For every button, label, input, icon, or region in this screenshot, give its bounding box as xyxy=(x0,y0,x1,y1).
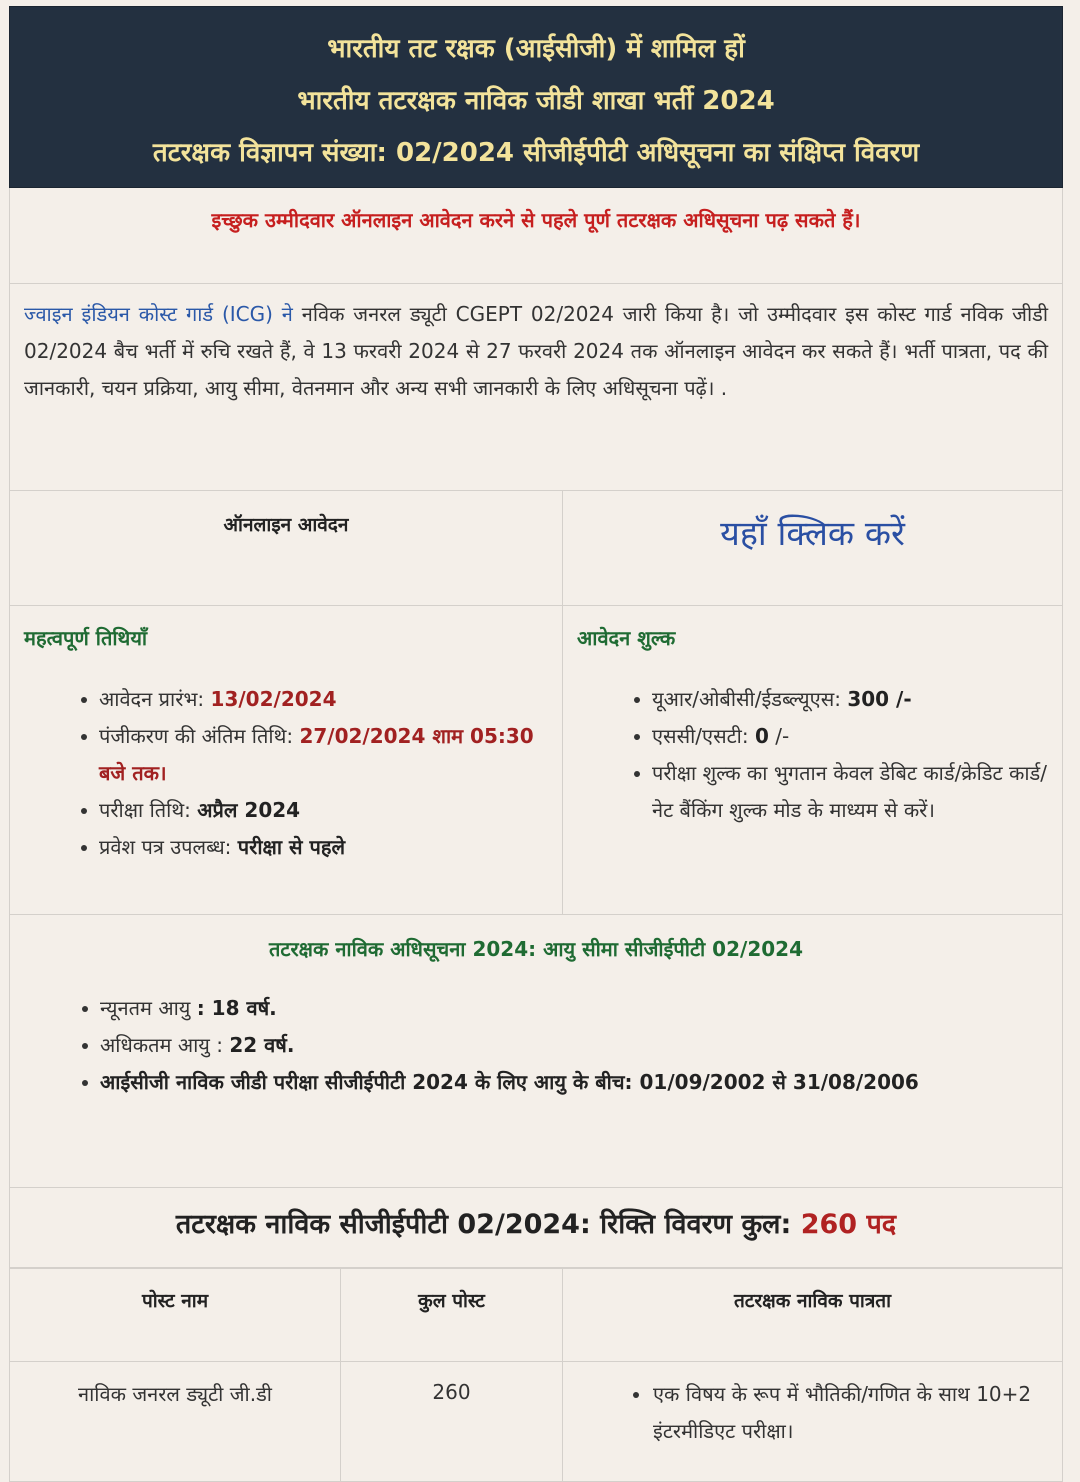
date-value: परीक्षा से पहले xyxy=(237,835,346,859)
dates-fees-row xyxy=(9,606,1063,915)
fee-suffix: /- xyxy=(768,724,790,748)
header-title: भारतीय तट रक्षक (आईसीजी) में शामिल हों xyxy=(327,34,745,64)
list-item xyxy=(10,1027,1062,1064)
list-item xyxy=(577,755,1048,829)
apply-online-label: ऑनलाइन आवेदन xyxy=(10,491,563,605)
table-header-row xyxy=(9,1268,1063,1362)
date-label: परीक्षा तिथि: xyxy=(99,798,198,822)
important-dates-list xyxy=(24,681,548,866)
date-value: अप्रैल 2024 xyxy=(197,798,301,822)
icg-link[interactable]: ज्वाइन इंडियन कोस्ट गार्ड (ICG) ने xyxy=(24,302,293,326)
page-header xyxy=(9,6,1063,188)
list-item xyxy=(10,990,1062,1027)
application-fee-list xyxy=(577,681,1048,829)
list-item xyxy=(577,718,1048,755)
important-dates-section xyxy=(10,606,563,914)
application-fee-section xyxy=(563,606,1062,914)
fee-label: यूआर/ओबीसी/ईडब्ल्यूएस: xyxy=(652,687,848,711)
header-subtitle: भारतीय तटरक्षक नाविक जीडी शाखा भर्ती 2024 xyxy=(297,86,775,116)
max-age-value: 22 वर्ष. xyxy=(229,1033,295,1057)
post-count-cell: 260 xyxy=(341,1362,563,1481)
table-row xyxy=(9,1362,1063,1482)
max-age-label: अधिकतम आयु : xyxy=(100,1033,230,1057)
fee-label: एससी/एसटी: xyxy=(652,724,755,748)
age-range: आईसीजी नाविक जीडी परीक्षा सीजीईपीटी 2024 के लिए आयु के बीच: 01/09/2002 से 31/08/2006 xyxy=(100,1070,919,1094)
vacancy-title xyxy=(9,1188,1063,1268)
fee-value: 300 /- xyxy=(847,687,912,711)
intro-paragraph xyxy=(9,284,1063,491)
header-advert-number: तटरक्षक विज्ञापन संख्या: 02/2024 सीजीईपीटी अधिसूचना का संक्षिप्त विवरण xyxy=(152,138,920,168)
application-fee-heading: आवेदन शुल्क xyxy=(577,626,676,650)
column-header-total-posts: कुल पोस्ट xyxy=(341,1269,563,1361)
list-item xyxy=(24,829,548,866)
list-item xyxy=(24,792,548,829)
eligibility-cell xyxy=(563,1362,1062,1481)
fee-value: 0 xyxy=(754,724,769,748)
fee-payment-note: परीक्षा शुल्क का भुगतान केवल डेबिट कार्ड/क्रेडिट कार्ड/नेट बैंकिंग शुल्क मोड के माध्यम से करें। xyxy=(652,761,1047,822)
list-item xyxy=(24,718,548,792)
intro-text: नविक जनरल ड्यूटी CGEPT 02/2024 जारी किया है। जो उम्मीदवार इस कोस्ट गार्ड नविक जीडी 02/2024 बैच भर्ती में रुचि रखते हैं, वे 13 फरवरी 2024 से 27 फरवरी 2024 तक ऑनलाइन आवेदन कर सकते हैं। भर्ती पात्रता, पद की जानकारी, चयन प्रक्रिया, आयु सीमा, वेतनमान और अन्य सभी जानकारी के लिए अधिसूचना पढ़ें। . xyxy=(24,302,1048,400)
min-age-value: : 18 वर्ष. xyxy=(196,996,277,1020)
age-limit-heading: तटरक्षक नाविक अधिसूचना 2024: आयु सीमा सीजीईपीटी 02/2024 xyxy=(269,937,803,961)
important-dates-heading: महत्वपूर्ण तिथियाँ xyxy=(24,626,148,650)
vacancy-title-text: तटरक्षक नाविक सीजीईपीटी 02/2024: रिक्ति विवरण कुल: xyxy=(175,1209,801,1240)
list-item xyxy=(10,1064,1062,1101)
date-value: 13/02/2024 xyxy=(210,687,337,711)
date-value: 27/02/2024 शाम 05:30 बजे तक। xyxy=(99,724,534,785)
date-label: आवेदन प्रारंभ: xyxy=(99,687,211,711)
eligibility-list xyxy=(563,1376,1062,1450)
age-limit-list xyxy=(10,990,1062,1101)
date-label: प्रवेश पत्र उपलब्ध: xyxy=(99,835,238,859)
click-here-link[interactable]: यहाँ क्लिक करें xyxy=(720,514,905,554)
age-limit-section xyxy=(9,915,1063,1188)
notice-banner: इच्छुक उम्मीदवार ऑनलाइन आवेदन करने से पहले पूर्ण तटरक्षक अधिसूचना पढ़ सकते हैं। xyxy=(9,188,1063,284)
column-header-post-name: पोस्ट नाम xyxy=(10,1269,341,1361)
apply-online-row xyxy=(9,491,1063,606)
post-name-cell: नाविक जनरल ड्यूटी जी.डी xyxy=(10,1362,341,1481)
min-age-label: न्यूनतम आयु xyxy=(100,996,197,1020)
list-item xyxy=(24,681,548,718)
list-item: एक विषय के रूप में भौतिकी/गणित के साथ 10+2 इंटरमीडिएट परीक्षा। xyxy=(563,1376,1062,1450)
page-container xyxy=(9,6,1063,1482)
list-item xyxy=(577,681,1048,718)
column-header-eligibility: तटरक्षक नाविक पात्रता xyxy=(733,1290,892,1312)
vacancy-total: 260 पद xyxy=(800,1209,897,1240)
date-label: पंजीकरण की अंतिम तिथि: xyxy=(99,724,300,748)
